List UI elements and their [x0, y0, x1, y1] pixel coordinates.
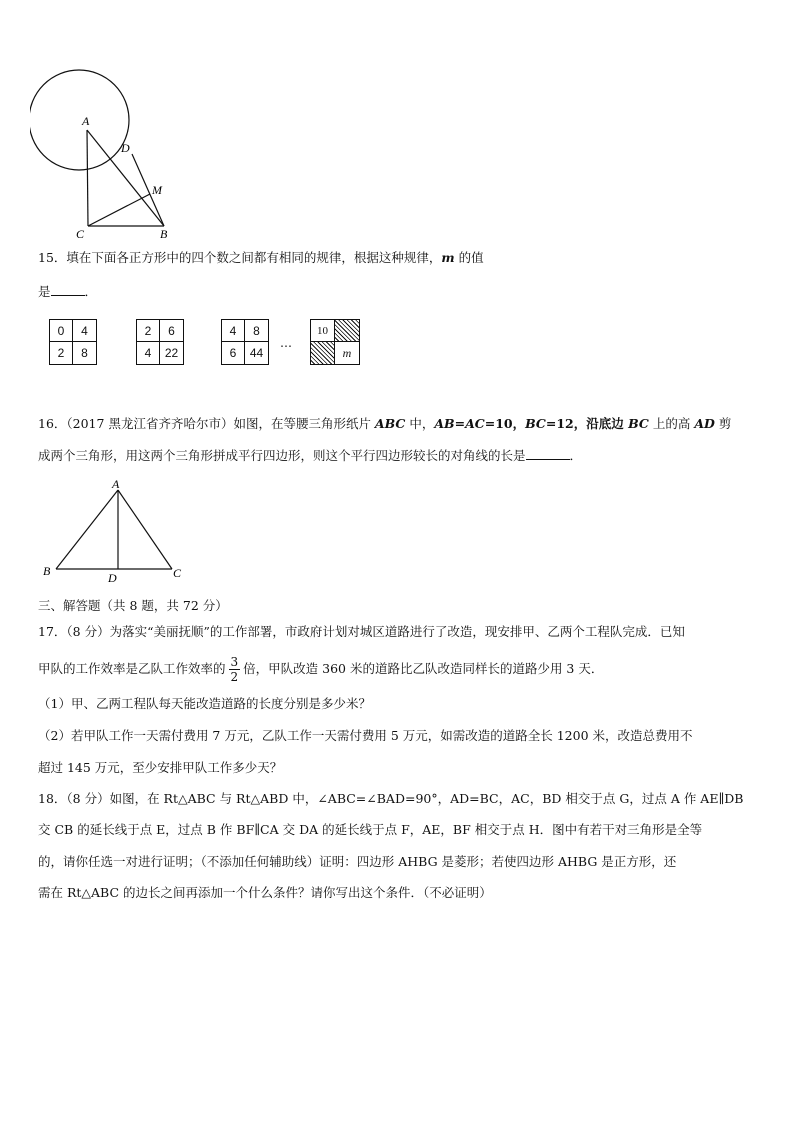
label-a: A — [112, 477, 120, 491]
q16-line2: 成两个三角形，用这两个三角形拼成平行四边形，则这个平行四边形较长的对角线的长是 ． — [38, 448, 583, 463]
number-square-3: 4 8 6 44 — [221, 319, 269, 365]
q17-line2: 甲队的工作效率是乙队工作效率的 $\frac{3}{2}$ 倍，甲队改造 360 米的道路比乙队改造同样长的道路少用 3 天． — [38, 655, 604, 684]
q18-line4: 需在 Rt△ABC 的边长之间再添加一个什么条件？请你写出这个条件．（不必证明） — [38, 885, 492, 900]
circle-figure — [30, 68, 180, 240]
label-b: B — [160, 227, 168, 240]
q17-sub1: （1）甲、乙两工程队每天能改造道路的长度分别是多少米？ — [38, 696, 371, 711]
ellipsis: … — [280, 336, 292, 350]
label-b: B — [43, 564, 51, 578]
number-square-4: 10 m — [310, 319, 360, 365]
q17-sub2-line1: （2）若甲队工作一天需付费用 7 万元，乙队工作一天需付费用 5 万元，如需改造的道路全长 1200 米，改造总费用不 — [38, 728, 693, 743]
label-m: M — [152, 183, 162, 197]
segment-ab — [56, 490, 118, 569]
answer-blank — [51, 283, 85, 296]
section-heading: 三、解答题（共 8 题，共 72 分） — [38, 598, 228, 613]
hatched-cell — [335, 320, 359, 342]
hatched-cell — [311, 342, 335, 364]
q18-line3: 的，请你任选一对进行证明；（不添加任何辅助线）证明：四边形 AHBG 是菱形；若使四边形 AHBG 是正方形，还 — [38, 854, 677, 869]
label-c: C — [173, 566, 182, 580]
q17-line1: 17．（8 分）为落实“美丽抚顺”的工作部署，市政府计划对城区道路进行了改造，现安排甲、乙两个工程队完成．已知 — [38, 624, 685, 639]
segment-cm — [88, 194, 150, 226]
segment-ac — [87, 130, 88, 226]
q15-line2: 是 ． — [38, 284, 98, 299]
label-a: A — [82, 114, 90, 128]
number-square-1: 0 4 2 8 — [49, 319, 97, 365]
label-c: C — [76, 227, 85, 240]
label-d: D — [121, 141, 130, 155]
q16-line1: 16．（2017 黑龙江省齐齐哈尔市）如图，在等腰三角形纸片 ABC 中，AB=AC=10，BC=12，沿底边 BC 上的高 AD 剪 — [38, 416, 732, 431]
q15-line1: 15．填在下面各正方形中的四个数之间都有相同的规律，根据这种规律，m 的值 — [38, 250, 484, 265]
segment-ac — [118, 490, 172, 569]
q18-line2: 交 CB 的延长线于点 E，过点 B 作 BF∥CA 交 DA 的延长线于点 F，AE，BF 相交于点 H．图中有若干对三角形是全等 — [38, 822, 703, 837]
triangle-figure — [38, 474, 198, 586]
number-square-2: 2 6 4 22 — [136, 319, 184, 365]
circle — [30, 70, 129, 170]
q18-line1: 18．（8 分）如图，在 Rt△ABC 与 Rt△ABD 中，∠ABC=∠BAD=90°，AD=BC，AC，BD 相交于点 G，过点 A 作 AE∥DB — [38, 791, 744, 806]
fraction-three-halves: $\frac{3}{2}$ — [230, 655, 239, 684]
label-d: D — [108, 571, 117, 585]
answer-blank — [526, 447, 570, 460]
q17-sub2-line2: 超过 145 万元，至少安排甲队工作多少天？ — [38, 760, 283, 775]
